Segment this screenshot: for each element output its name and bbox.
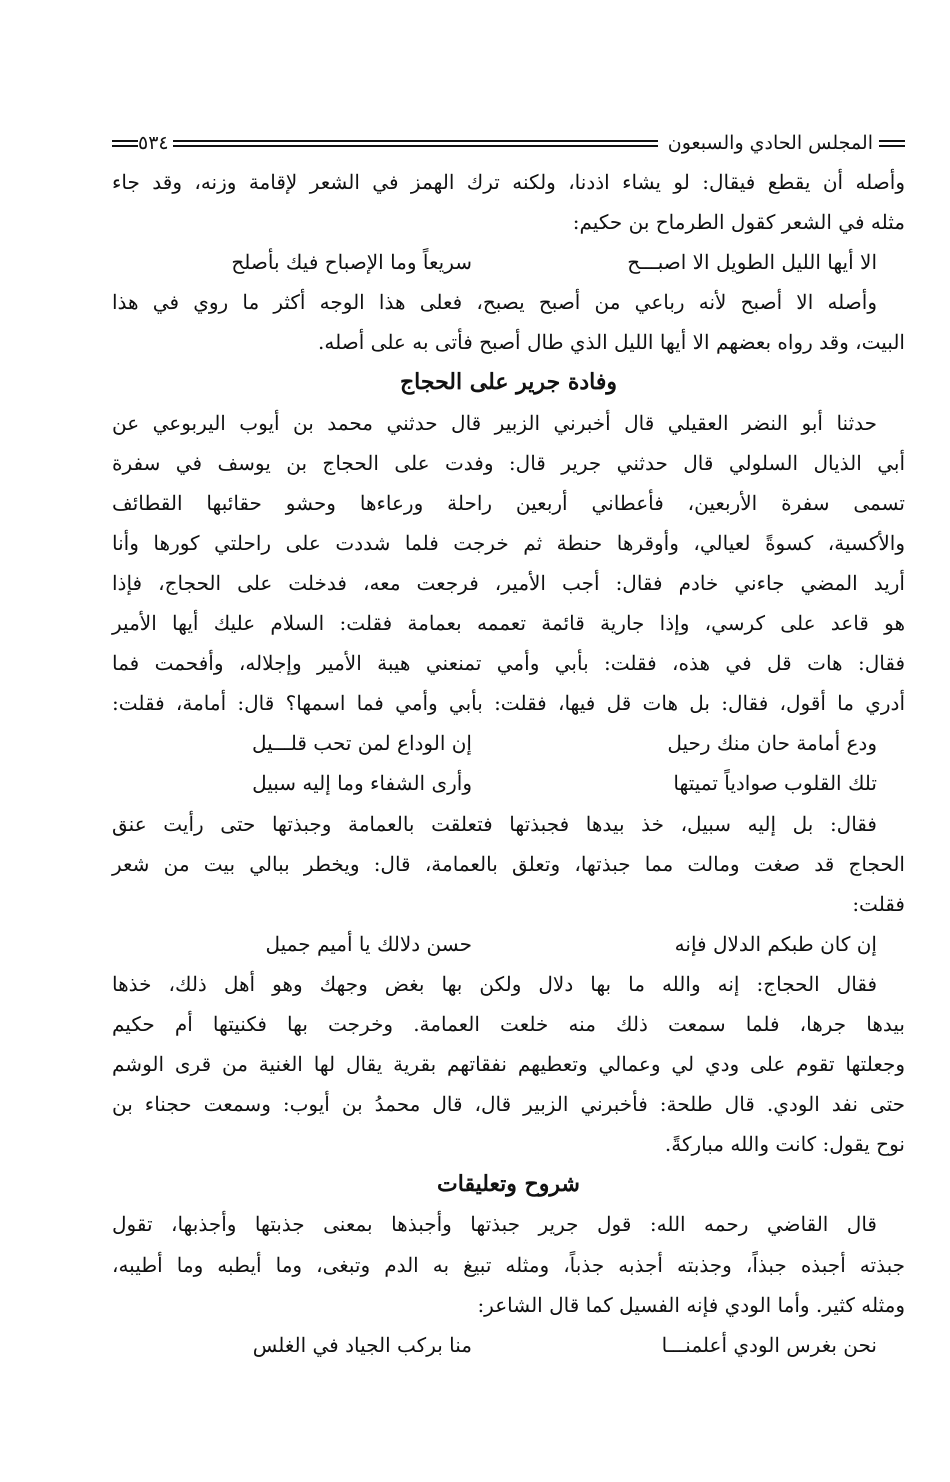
text-line: البيت، وقد رواه بعضهم الا أيها الليل الذي طال أصبح فأتى به على أصله.	[318, 330, 905, 355]
verse-second-hemistich: سريعاً وما الإصباح فيك بأصلح	[231, 250, 472, 275]
text-line: فقلت:	[852, 891, 905, 916]
poem-verse	[112, 242, 905, 282]
header-rule	[879, 140, 905, 147]
verse-first-hemistich: تلك القلوب صوادياً تميتها	[673, 771, 877, 796]
poem-verse	[112, 924, 905, 964]
verse-first-hemistich: ودع أمامة حان منك رحيل	[667, 731, 877, 756]
text-line: نوح يقول: كانت والله مباركةً.	[664, 1132, 905, 1157]
text-line: حدثنا أبو النضر العقيلي قال أخبرني الزبير قال حدثني محمد بن أيوب اليربوعي عن	[112, 410, 878, 435]
text-line: الحجاج قد صغت ومالت مما جبذتها، وتعلق بالعمامة، قال: ويخطر ببالي بيت من شعر	[112, 851, 905, 876]
paragraph	[112, 162, 905, 242]
text-line: وأصله الا أصبح لأنه رباعي من أصبح يصبح، فعلى هذا الوجه أكثر ما روي في هذا	[112, 290, 877, 315]
verse-second-hemistich: إن الوداع لمن تحب قلـــيل	[252, 731, 472, 756]
paragraph	[112, 804, 905, 924]
paragraph	[112, 403, 905, 724]
verse-first-hemistich: نحن بغرس الودي أعلمنـــا	[661, 1332, 877, 1357]
header-rule	[112, 140, 138, 147]
page-number: ٥٣٤	[138, 132, 169, 154]
text-line: مثله في الشعر كقول الطرماح بن حكيم:	[572, 210, 905, 235]
paragraph	[112, 282, 905, 362]
text-line: ومثله كثير. وأما الودي فإنه الفسيل كما قال الشاعر:	[477, 1292, 905, 1317]
text-line: والأكسية، كسوةً لعيالي، وأوقرها حنطة ثم خرجت فلما شددت على راحلتي كورها وأنا	[112, 530, 905, 555]
text-line: فقال الحجاج: إنه والله ما بها دلال ولكن بها بغض وجهك وهو أهل ذلك، خذها	[112, 971, 877, 996]
chapter-title: المجلس الحادي والسبعون	[667, 132, 873, 154]
verse-second-hemistich: منا بركب الجياد في الغلس	[252, 1332, 472, 1357]
paragraph	[112, 964, 905, 1164]
text-line: بيدها جرها، فلما سمعت ذلك منه خلعت العمامة. وخرجت بها فكنيتها أم حكيم	[112, 1011, 905, 1036]
section-heading: وفادة جرير على الحجاج	[399, 369, 617, 396]
text-line: تسمى سفرة الأربعين، فأعطاني أربعين راحلة ورعاءها وحشو حقائبها القطائف	[112, 490, 905, 515]
text-line: وجعلتها تقوم على ودي لي وعمالي وتعطيهم نفقاتهم بقرية يقال لها الغنية من قرى الوشم	[112, 1052, 905, 1077]
header-rule	[173, 140, 658, 147]
text-line: أبي الذيال السلولي قال حدثني جرير قال: وفدت على الحجاج بن يوسف في سفرة	[112, 450, 905, 475]
text-line: فقال: بل إليه سبيل، خذ بيدها فجبذتها فتعلقت بالعمامة وجبذتها حتى رأيت عنق	[112, 811, 877, 836]
text-line: جبذته أجبذه جبذاً، وجذبته أجذبه جذباً، ومثله تبيغ به الدم وتبغى، وما أيطبه وما أطيبه،	[112, 1252, 905, 1277]
poem-verse	[112, 723, 905, 763]
poem-verse	[112, 1325, 905, 1365]
verse-second-hemistich: حسن دلالك يا أميم جميل	[265, 931, 472, 956]
text-line: فقال: هات قل في هذه، فقلت: بأبي وأمي تمنعني هيبة الأمير وإجلاله، وأفحمت فما	[112, 651, 905, 676]
running-header	[112, 130, 905, 156]
text-line: أريد المضي جاءني خادم فقال: أجب الأمير، فرجعت معه، فدخلت على الحجاج، فإذا	[112, 570, 905, 595]
verse-second-hemistich: وأرى الشفاء وما إليه سبيل	[252, 771, 472, 796]
verse-first-hemistich: إن كان طبكم الدلال فإنه	[674, 931, 877, 956]
text-line: وأصله أن يقطع فيقال: لو يشاء اذدنا، ولكنه ترك الهمز في الشعر لإقامة وزنه، وقد جاء	[112, 170, 905, 194]
poem-verse	[112, 763, 905, 803]
text-line: قال القاضي رحمه الله: قول جرير جبذتها وأجبذها بمعنى جذبتها وأجذبها، تقول	[112, 1212, 877, 1237]
text-line: هو قاعد على كرسي، وإذا جارية قائمة تعممه بعمامة فقلت: السلام عليك أيها الأمير	[112, 611, 905, 636]
paragraph	[112, 1204, 905, 1324]
section-heading: شروح وتعليقات	[437, 1171, 580, 1198]
text-line: أدري ما أقول، فقال: بل هات قل فيها، فقلت: بأبي وأمي فما اسمها؟ قال: أمامة، فقلت:	[112, 691, 905, 716]
page-body	[112, 162, 905, 1365]
text-line: حتى نفد الودي. قال طلحة: فأخبرني الزبير قال، قال محمدُ بن أيوب: وسمعت حجناء بن	[112, 1092, 905, 1117]
verse-first-hemistich: الا أيها الليل الطويل الا اصبـــح	[627, 250, 877, 275]
